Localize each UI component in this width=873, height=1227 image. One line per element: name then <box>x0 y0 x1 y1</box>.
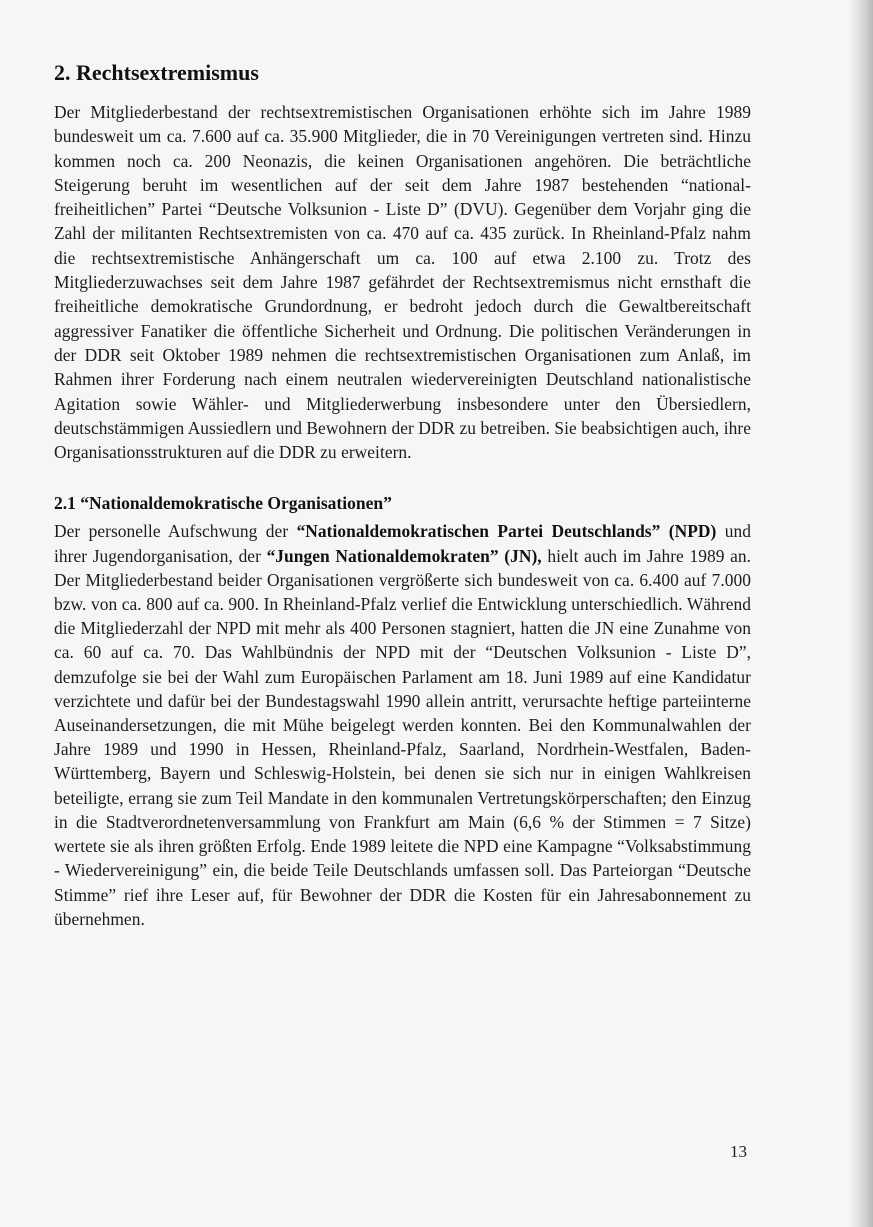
subsection-heading: 2.1 “Nationaldemokratische Organisationen” <box>54 493 392 514</box>
document-body <box>54 58 751 931</box>
subsection-text-2: und ihrer Jugendorganisation, der <box>54 521 751 566</box>
page-number: 13 <box>730 1142 747 1161</box>
section-heading: 2. Rechtsextremismus <box>54 60 259 85</box>
page-edge-shadow <box>849 0 873 1227</box>
subsection-paragraph <box>54 519 751 930</box>
section-paragraph: Der Mitgliederbestand der rechtsextremistischen Organisationen erhöhte sich im Jahre 1989 bundesweit um ca. 7.600 auf ca. 35.900 Mitglieder, die in 70 Vereinigungen vertreten sind. Hinzu kommen noch ca. 200 Neonazis, die keinen Organisationen angehören. Die beträchtliche Steigerung beruht im wesentlichen auf der seit dem Jahre 1987 bestehenden “national-freiheitlichen” Partei “Deutsche Volksunion - Liste D” (DVU). Gegenüber dem Vorjahr ging die Zahl der militanten Rechtsextremisten von ca. 470 auf ca. 435 zurück. In Rheinland-Pfalz nahm die rechtsextremistische Anhängerschaft um ca. 100 auf etwa 2.100 zu. Trotz des Mitgliederzuwachses seit dem Jahre 1987 gefährdet der Rechtsextremismus nicht ernsthaft die freiheitliche demokratische Grundordnung, er bedroht jedoch durch die Gewaltbereitschaft aggressiver Fanatiker die öffentliche Sicherheit und Ordnung. Die politischen Veränderungen in der DDR seit Oktober 1989 nehmen die rechtsextremistischen Organisationen zum Anlaß, im Rahmen ihrer Forderung nach einem neutralen wiedervereinigten Deutschland nationalistische Agitation sowie Wähler- und Mitgliederwerbung insbesondere unter den Übersiedlern, deutschstämmigen Aussiedlern und Bewohnern der DDR zu betreiben. Sie beabsichtigen auch, ihre Organisationsstrukturen auf die DDR zu erweitern. <box>54 102 751 463</box>
subsection-text-1: Der personelle Aufschwung der <box>54 521 297 542</box>
jn-bold-term: “Jungen Nationaldemokraten” (JN), <box>266 545 542 566</box>
subsection-text-3: hielt auch im Jahre 1989 an. Der Mitgliederbestand beider Organisationen vergrößerte sich bundesweit von ca. 6.400 auf 7.000 bzw. von ca. 800 auf ca. 900. In Rheinland-Pfalz verlief die Entwicklung unterschiedlich. Während die Mitgliederzahl der NPD mit mehr als 400 Personen stagniert, hatten die JN eine Zunahme von ca. 60 auf ca. 70. Das Wahlbündnis der NPD mit der “Deutschen Volksunion - Liste D”, demzufolge sie bei der Wahl zum Europäischen Parlament am 18. Juni 1989 auf eine Kandidatur verzichtete und dafür bei der Bundestagswahl 1990 allein antritt, verursachte heftige parteiinterne Auseinandersetzungen, die mit Mühe beigelegt werden konnten. Bei den Kommunalwahlen der Jahre 1989 und 1990 in Hessen, Rheinland-Pfalz, Saarland, Nordrhein-Westfalen, Baden-Württemberg, Bayern und Schleswig-Holstein, bei denen sie sich nur in einigen Wahlkreisen beteiligte, errang sie zum Teil Mandate in den kommunalen Vertretungskörperschaften; den Einzug in die Stadtverordnetenversammlung von Frankfurt am Main (6,6 % der Stimmen = 7 Sitze) wertete sie als ihren größten Erfolg. Ende 1989 leitete die NPD eine Kampagne “Volksabstimmung - Wiedervereinigung” ein, die beide Teile Deutschlands umfassen soll. Das Parteiorgan “Deutsche Stimme” rief ihre Leser auf, für Bewohner der DDR die Kosten für ein Jahresabonnement zu übernehmen. <box>54 545 751 929</box>
npd-bold-term: “Nationaldemokratischen Partei Deutschlands” (NPD) <box>296 521 717 542</box>
